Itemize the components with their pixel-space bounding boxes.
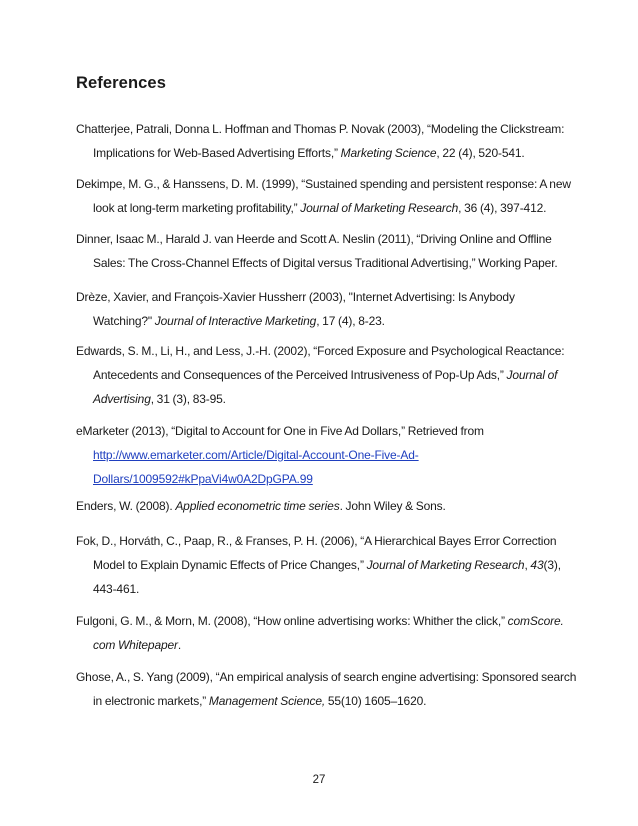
reference-line <box>76 609 576 633</box>
reference-text: Drèze, Xavier, and François-Xavier Hussherr (2003), "Internet Advertising: Is Anybody <box>76 290 515 304</box>
reference-text: , <box>524 558 531 572</box>
reference-source-title: Marketing Science <box>340 146 437 160</box>
reference-text: Dinner, Isaac M., Harald J. van Heerde and Scott A. Neslin (2011), “Driving Online and Offline <box>76 232 552 246</box>
reference-entry <box>76 494 576 518</box>
reference-text: , 36 (4), 397-412. <box>458 201 547 215</box>
reference-line <box>76 309 576 333</box>
reference-line <box>76 419 576 443</box>
reference-line <box>76 363 576 387</box>
reference-text: , 22 (4), 520-541. <box>436 146 525 160</box>
reference-line <box>76 553 576 577</box>
reference-line <box>76 227 576 251</box>
reference-line <box>76 117 576 141</box>
reference-source-title: Advertising <box>93 392 151 406</box>
reference-source-title: Applied econometric time series <box>175 499 340 513</box>
reference-line <box>76 141 576 165</box>
reference-source-title: com Whitepaper <box>93 638 178 652</box>
reference-entry <box>76 665 576 713</box>
references-heading: References <box>76 74 166 92</box>
reference-source-title: Management Science, <box>208 694 326 708</box>
reference-entry <box>76 285 576 333</box>
reference-text: Fok, D., Horváth, C., Paap, R., & Franses, P. H. (2006), “A Hierarchical Bayes Error Correction <box>76 534 557 548</box>
reference-source-title: Journal of Marketing Research <box>366 558 525 572</box>
reference-entry <box>76 117 576 165</box>
reference-line <box>76 339 576 363</box>
reference-url-link[interactable]: http://www.emarketer.com/Article/Digital-Account-One-Five-Ad- <box>93 448 419 462</box>
reference-source-title: Journal of Interactive Marketing <box>154 314 317 328</box>
reference-line <box>76 467 576 491</box>
reference-text: 55(10) 1605–1620. <box>325 694 427 708</box>
reference-text: Enders, W. (2008). <box>76 499 176 513</box>
reference-line <box>76 251 576 275</box>
reference-text: , 31 (3), 83-95. <box>150 392 226 406</box>
reference-text: look at long-term marketing profitability,” <box>93 201 301 215</box>
reference-url-link[interactable]: Dollars/1009592#kPpaVi4w0A2DpGPA.99 <box>93 472 313 486</box>
reference-text: Fulgoni, G. M., & Morn, M. (2008), “How online advertising works: Whither the click,” <box>76 614 508 628</box>
reference-line <box>76 285 576 309</box>
reference-entry <box>76 419 576 491</box>
reference-text: Sales: The Cross-Channel Effects of Digital versus Traditional Advertising,” Working Paper. <box>93 256 558 270</box>
reference-source-title: 43 <box>530 558 544 572</box>
reference-line <box>76 633 576 657</box>
reference-text: in electronic markets,” <box>93 694 209 708</box>
reference-entry <box>76 227 576 275</box>
reference-line <box>76 387 576 411</box>
reference-text: Chatterjee, Patrali, Donna L. Hoffman and Thomas P. Novak (2003), “Modeling the Clickstream: <box>76 122 565 136</box>
reference-text: . John Wiley & Sons. <box>339 499 446 513</box>
reference-text: (3), <box>543 558 561 572</box>
reference-source-title: comScore. <box>507 614 564 628</box>
reference-text: Implications for Web-Based Advertising Efforts,” <box>93 146 341 160</box>
reference-entry <box>76 529 576 601</box>
reference-text: 443-461. <box>93 582 140 596</box>
reference-line <box>76 494 576 518</box>
reference-entry <box>76 609 576 657</box>
reference-line <box>76 172 576 196</box>
reference-text: . <box>177 638 182 652</box>
reference-line <box>76 577 576 601</box>
reference-line <box>76 665 576 689</box>
reference-line <box>76 443 576 467</box>
reference-line <box>76 689 576 713</box>
reference-entry <box>76 339 576 411</box>
reference-text: Dekimpe, M. G., & Hanssens, D. M. (1999), “Sustained spending and persistent response: A new <box>76 177 571 191</box>
reference-text: Watching?" <box>93 314 155 328</box>
page-number: 27 <box>312 774 326 786</box>
reference-line <box>76 529 576 553</box>
reference-source-title: Journal of <box>506 368 558 382</box>
reference-text: Edwards, S. M., Li, H., and Less, J.-H. (2002), “Forced Exposure and Psychological Reactance: <box>76 344 565 358</box>
reference-text: eMarketer (2013), “Digital to Account for One in Five Ad Dollars,” Retrieved from <box>76 424 484 438</box>
reference-text: Antecedents and Consequences of the Perceived Intrusiveness of Pop-Up Ads,” <box>93 368 507 382</box>
reference-entry <box>76 172 576 220</box>
reference-line <box>76 196 576 220</box>
reference-text: Model to Explain Dynamic Effects of Price Changes,” <box>93 558 367 572</box>
reference-source-title: Journal of Marketing Research <box>300 201 459 215</box>
reference-text: Ghose, A., S. Yang (2009), “An empirical analysis of search engine advertising: Sponsored search <box>76 670 577 684</box>
reference-text: , 17 (4), 8-23. <box>316 314 385 328</box>
